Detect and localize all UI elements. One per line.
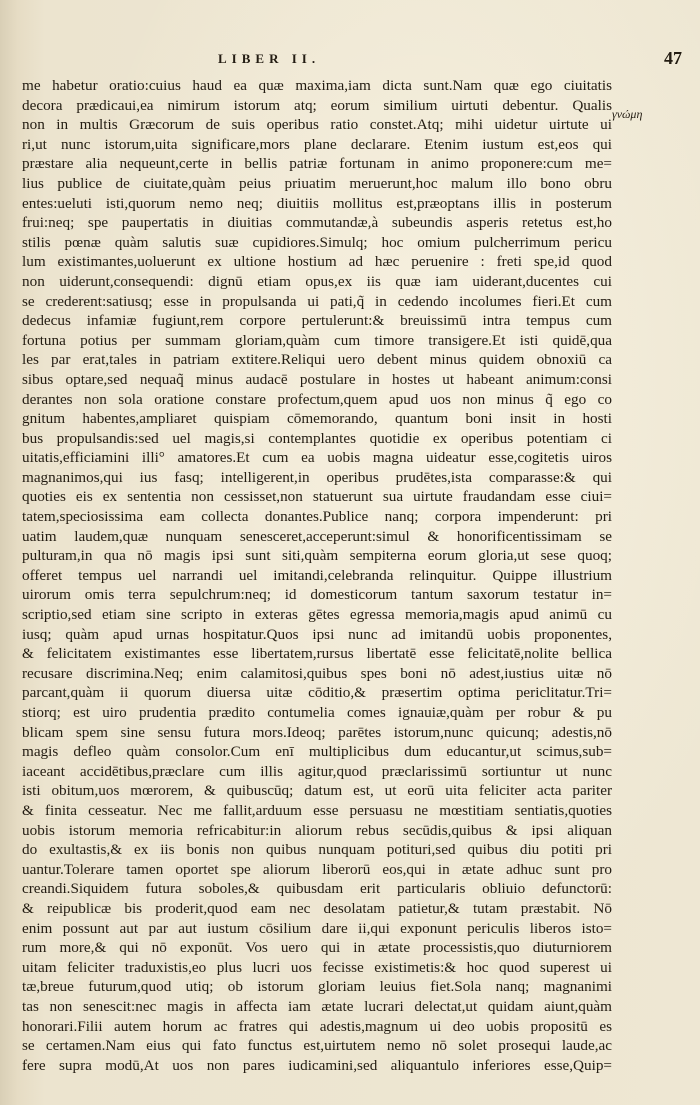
- text-line: stiorq; est uiro prudentia prædito contumelia comes ignauiæ,quàm per robur & pu: [22, 704, 612, 721]
- text-line: frui:neq; spe paupertatis in diuitias commutandæ,à subeundis asperis retetus est,ho: [22, 214, 612, 232]
- text-line: & finita cesseatur. Nec me fallit,arduum esse persuasu ne mœstitiam sentiatis,quoties: [22, 801, 612, 819]
- text-line: uitatis,efficiamini illi° amatores.Et cum ea uobis magna uideatur esse,cogitetis uiros: [22, 449, 612, 467]
- text-line: & felicitatem existimantes esse libertatem,rursus libertatē esse felicitatē,nolite bellica: [22, 645, 612, 663]
- text-line: tæ,breue futurum,quod utiq; ob istorum gloriam leuius fiet.Sola nanq; magnanimi: [22, 978, 612, 996]
- text-line: magnanimos,qui ius fasq; intelligerent,in operibus prudētes,ista comparasse:& qui: [22, 468, 612, 486]
- text-line: uirorum omis terra sepulchrum:neq; id domesticorum tantum saxorum testatur in=: [22, 586, 612, 604]
- text-line: blicam spem sine sensu futura mors.Ideoq; parētes istorum,nunc quicunq; adestis,nō: [22, 723, 612, 741]
- text-line: entes:ueluti isti,quorum nemo neq; diuitiis mollitus est,præoptans illis in posterum: [22, 194, 612, 212]
- text-line: creandi.Siquidem futura soboles,& quibusdam erit particularis obliuio defunctorū:: [22, 880, 612, 898]
- text-line: scriptio,sed etiam sine scripto in exteras gētes egressa memoria,magis apud animū cu: [22, 606, 612, 624]
- text-line: uitam feliciter traduxistis,eo plus lucri uos fecisse existimetis:& hoc quod superest ui: [22, 958, 612, 976]
- text-line: rum more,& qui nō exponūt. Vos uero qui in ætate processistis,quo diuturniorem: [22, 939, 612, 957]
- margin-note: γνώμη: [612, 107, 643, 121]
- text-line: les par erat,tales in patriam extitere.Reliqui uero debent minus quidem obnoxiū ca: [22, 351, 612, 369]
- text-line: dedecus infamiæ fugiunt,rem corpore pertulerunt:& breuissimū intra tempus cum: [22, 312, 612, 330]
- text-line: non uiderunt,consequendi: dignū etiam opus,ex iis quæ iam uiderant,ducentes cui: [22, 272, 612, 290]
- text-line: pulturam,in qua nō magis ipsi sunt siti,quàm sempiterna eorum gloria,ut sese quoq;: [22, 547, 612, 565]
- running-head: [0, 48, 700, 72]
- text-line: gnitum habentes,ampliaret quispiam cōmemorando, quantum boni insit in hosti: [22, 410, 612, 428]
- text-line: do exultastis,& ex iis bonis non quibus nunquam potituri,sed quibus diu potiti pri: [22, 841, 612, 859]
- text-line: tas non senescit:nec magis in affecta iam ætate lucrari delectat,ut quidam aiunt,quàm: [22, 997, 612, 1015]
- text-line: uantur.Tolerare tamen oportet spe aliorum liberorū eos,qui in ætate adhuc sunt pro: [22, 860, 612, 878]
- page-number: 47: [664, 48, 682, 68]
- text-line: derantes non sola oratione constare profectum,quem apud uos non minus q̃ ego co: [22, 390, 612, 408]
- text-line: decora prædicaui,ea nimirum istorum atq; eorum similium uirtuti debentur. Qualis: [22, 96, 612, 114]
- text-line: offeret tempus uel narrandi uel imitandi,celebranda relinquitur. Quippe illustrium: [22, 566, 612, 584]
- text-line: recusare discrimina.Neq; enim calamitosi,quibus spes boni nō adest,iustius uitæ nō: [22, 664, 612, 682]
- text-line: præstare alia nequeunt,certe in bellis patriæ fortunam in animo proponere:cum me=: [22, 155, 612, 173]
- text-line: stilis pœnæ quàm salutis suæ cupidiores.Simulq; hoc omium pulcherrimum pericu: [22, 233, 612, 251]
- text-line: non in multis Græcorum de suis operibus ratio constet.Atq; mihi uidetur uirtute ui: [22, 116, 612, 134]
- text-line: honorari.Filii autem horum ac fratres qui adestis,magnum ui deo uobis propositū es: [22, 1017, 612, 1035]
- text-line: tatem,speciosissima eam collecta donantes.Publice nanq; corpora impenderunt: pri: [22, 508, 612, 526]
- text-line: me habetur oratio:cuius haud ea quæ maxima,iam dicta sunt.Nam quæ ego ciuitatis: [22, 77, 612, 94]
- text-line: uobis istorum memoria refricabitur:in aliorum rebus secūdis,quibus & ipsi aliquan: [22, 821, 612, 839]
- text-line: & reipublicæ bis proderit,quod eam nec desolatam patietur,& tutam præstabit. Nō: [22, 899, 612, 917]
- text-block: [22, 76, 612, 1075]
- text-line: magis defleo quàm consolor.Cum enī multiplicibus dum educantur,ut scimus,sub=: [22, 743, 612, 761]
- text-line: se certamen.Nam eius qui fato functus est,uirtutem nemo nō solet prosequi laude,ac: [22, 1037, 612, 1055]
- running-title: LIBER II.: [218, 51, 321, 66]
- text-line: iusq; quàm apud urnas hospitatur.Quos ipsi nunc ad imitandū uobis proponentes,: [22, 625, 612, 643]
- text-line: ri,ut nunc istorum,uita significare,mors plane declarare. Etenim iustum est,eos qui: [22, 135, 612, 153]
- text-line: isti obitum,uos mœrorem, & quibuscūq; datum est, ut eorū uita feliciter acta pariter: [22, 782, 612, 800]
- text-line: sibus optare,sed nequaq̃ minus audacē postulare in hostes ut habeant animum:consi: [22, 370, 612, 388]
- text-line: se crederent:satiusq; esse in propulsanda ui pati,q̃ in cedendo incolumes fieri.Et cum: [22, 292, 612, 310]
- text-line: uatim laudem,quæ nunquam senesceret,acceperunt:simul & honorificentissimam se: [22, 527, 612, 545]
- text-line: lius publice de ciuitate,quàm peius priuatim meruerunt,hoc malum illo bono obru: [22, 174, 612, 192]
- text-line: quoties eis ex sententia non cessisset,non statuerunt sua uirtute fraudandam esse ciui=: [22, 488, 612, 506]
- text-line: bus propulsandis:sed uel magis,si contemplantes quotidie ex operibus potentiam ci: [22, 429, 612, 447]
- text-line: fere supra modū,At uos non pares iudicamini,sed aliquantulo inferiores esse,Quip=: [22, 1056, 612, 1074]
- text-line: fortuna potius per summam gloriam,quàm cum timore transigere.Et isti quidē,qua: [22, 331, 612, 349]
- text-line: iaceant accidētibus,præclare cum illis agitur,quod præclarissimū sortiuntur ut nunc: [22, 762, 612, 780]
- text-line: enim possunt aut par aut iustum cōsilium dare ii,qui exponunt periculis liberos isto=: [22, 919, 612, 937]
- text-line: lum existimantes,uoluerunt ex ultione hostium ad hæc peruenire : freti spe,id quod: [22, 253, 612, 271]
- text-line: parcant,quàm ii quorum diuersa uitæ cōditio,& præsertim optima periclitatur.Tri=: [22, 684, 612, 702]
